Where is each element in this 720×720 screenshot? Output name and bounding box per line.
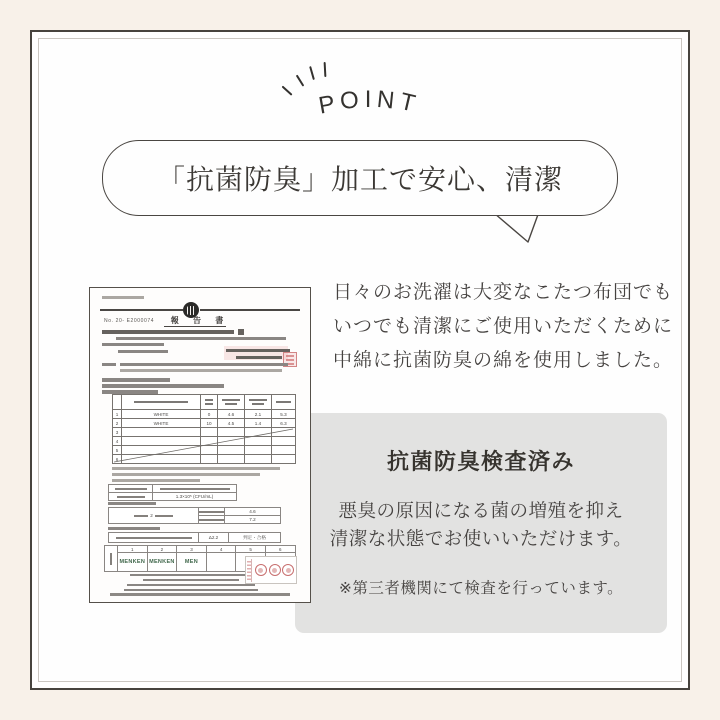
table-header-cell bbox=[245, 395, 272, 410]
control-table bbox=[108, 507, 281, 524]
table-header-cell bbox=[272, 395, 296, 410]
table-cell: 5 bbox=[113, 446, 122, 455]
table-cell: 2.1 bbox=[245, 410, 272, 419]
info-box-note: ※第三者機関にて検査を行っています。 bbox=[338, 580, 624, 597]
table-cell: 7.2 bbox=[225, 516, 281, 524]
report-title-underline bbox=[164, 326, 226, 327]
stamp-col-number: 3 bbox=[177, 546, 207, 553]
doc-text-line bbox=[102, 343, 164, 346]
doc-address-line bbox=[130, 574, 252, 576]
info-box-heading: 抗菌防臭検査済み bbox=[386, 449, 575, 474]
point-letter: N bbox=[375, 85, 402, 116]
judgement-table bbox=[108, 532, 281, 543]
doc-label-line bbox=[108, 502, 156, 505]
point-letter: P bbox=[316, 89, 343, 120]
doc-text-line bbox=[102, 296, 144, 299]
doc-org-line bbox=[236, 356, 282, 359]
table-cell: Δ2.2 bbox=[199, 533, 229, 543]
doc-footnote-line bbox=[112, 479, 200, 482]
inspection-certificate bbox=[89, 287, 311, 603]
table-header-cell bbox=[201, 395, 218, 410]
intro-paragraph bbox=[333, 276, 673, 378]
point-letter: I bbox=[364, 86, 378, 113]
doc-letterhead-rule bbox=[100, 309, 183, 311]
info-box-body bbox=[295, 497, 667, 552]
table-cell bbox=[153, 485, 237, 493]
doc-address-block bbox=[125, 574, 257, 591]
table-cell: WHITE bbox=[122, 419, 201, 428]
report-title: 報 告 書 bbox=[170, 316, 230, 325]
seal-box-label bbox=[247, 559, 252, 582]
table-cell: WHITE bbox=[122, 410, 201, 419]
doc-address-line bbox=[143, 579, 239, 581]
table-cell: 4.5 bbox=[218, 419, 245, 428]
inspection-seal-box bbox=[245, 556, 297, 584]
doc-text-line bbox=[120, 363, 288, 366]
stamp-cell-empty bbox=[207, 553, 237, 572]
table-header-cell bbox=[122, 395, 201, 410]
table-cell: 3 bbox=[113, 428, 122, 437]
doc-addressee-line bbox=[102, 330, 234, 334]
intro-line: いつでも清潔にご使用いただくために bbox=[333, 316, 674, 337]
table-cell: 0 bbox=[201, 410, 218, 419]
table-cell: 1 bbox=[113, 410, 122, 419]
doc-addressee-suffix bbox=[238, 329, 244, 335]
doc-address-line bbox=[124, 589, 258, 591]
doc-letterhead-rule bbox=[200, 309, 300, 311]
table-cell: 6.3 bbox=[272, 419, 296, 428]
doc-fineprint-line bbox=[110, 593, 290, 596]
headline-bubble bbox=[102, 140, 618, 216]
doc-text-line bbox=[120, 369, 282, 372]
point-letter: T bbox=[397, 87, 424, 119]
red-seal-icon bbox=[269, 564, 281, 576]
stamp-col-number: 5 bbox=[236, 546, 266, 553]
table-cell: 4.6 bbox=[218, 410, 245, 419]
doc-footnote-line bbox=[112, 467, 280, 470]
stamp-col-number: 2 bbox=[148, 546, 178, 553]
stamp-col-number: 1 bbox=[118, 546, 148, 553]
table-cell: 10 bbox=[201, 419, 218, 428]
inspection-info-box bbox=[295, 413, 667, 633]
table-cell: 1.4 bbox=[245, 419, 272, 428]
menken-stamp: MENKEN bbox=[148, 553, 178, 572]
intro-line: 日々のお洗濯は大変なこたつ布団でも bbox=[333, 282, 674, 303]
doc-text-line bbox=[116, 337, 286, 340]
stamp-col-number: 4 bbox=[207, 546, 237, 553]
growth-value: 2 bbox=[150, 513, 153, 518]
table-cell: 6 bbox=[113, 455, 122, 464]
doc-date-line bbox=[118, 350, 168, 353]
table-cell: 判定・合格 bbox=[229, 533, 281, 543]
table-cell bbox=[109, 508, 199, 524]
table-cell: 4 bbox=[113, 437, 122, 446]
table-header-cell bbox=[218, 395, 245, 410]
doc-label-line bbox=[102, 363, 116, 366]
menken-stamp: MEN bbox=[177, 553, 207, 572]
point-label bbox=[316, 85, 424, 120]
menken-stamp: MENKEN bbox=[118, 553, 148, 572]
point-letter: O bbox=[338, 85, 366, 116]
inoculum-table bbox=[108, 484, 237, 501]
table-header-cell bbox=[113, 395, 122, 410]
table-cell: 4.6 bbox=[225, 508, 281, 516]
doc-label-line bbox=[102, 378, 170, 382]
doc-address-line bbox=[127, 584, 255, 586]
doc-label-line bbox=[102, 384, 224, 388]
table-cell bbox=[199, 508, 225, 516]
headline-text: 「抗菌防臭」加工で安心、清潔 bbox=[156, 164, 563, 195]
red-seal-icon bbox=[255, 564, 267, 576]
table-cell bbox=[109, 485, 153, 493]
table-cell bbox=[109, 493, 153, 501]
doc-label-line bbox=[108, 527, 160, 530]
empty-rows-strike-line bbox=[112, 427, 295, 464]
table-cell: 5.3 bbox=[272, 410, 296, 419]
table-cell bbox=[199, 516, 225, 524]
table-cell: 2 bbox=[113, 419, 122, 428]
stamp-table-header bbox=[105, 546, 118, 572]
info-box-line: 悪臭の原因になる菌の増殖を抑え bbox=[338, 500, 624, 521]
doc-footnote-line bbox=[112, 473, 260, 476]
stamp-col-number: 6 bbox=[266, 546, 296, 553]
report-number: No. 20- E2000074 bbox=[104, 318, 155, 324]
doc-label-line bbox=[102, 390, 158, 394]
doc-org-line bbox=[226, 349, 290, 352]
intro-line: 中綿に抗菌防臭の綿を使用しました。 bbox=[333, 350, 674, 371]
red-seal-icon bbox=[282, 564, 294, 576]
table-cell: 1.3×10⁵ (CFU/mL) bbox=[153, 493, 237, 501]
table-cell bbox=[109, 533, 199, 543]
info-box-line: 清潔な状態でお使いいただけます。 bbox=[329, 527, 633, 549]
